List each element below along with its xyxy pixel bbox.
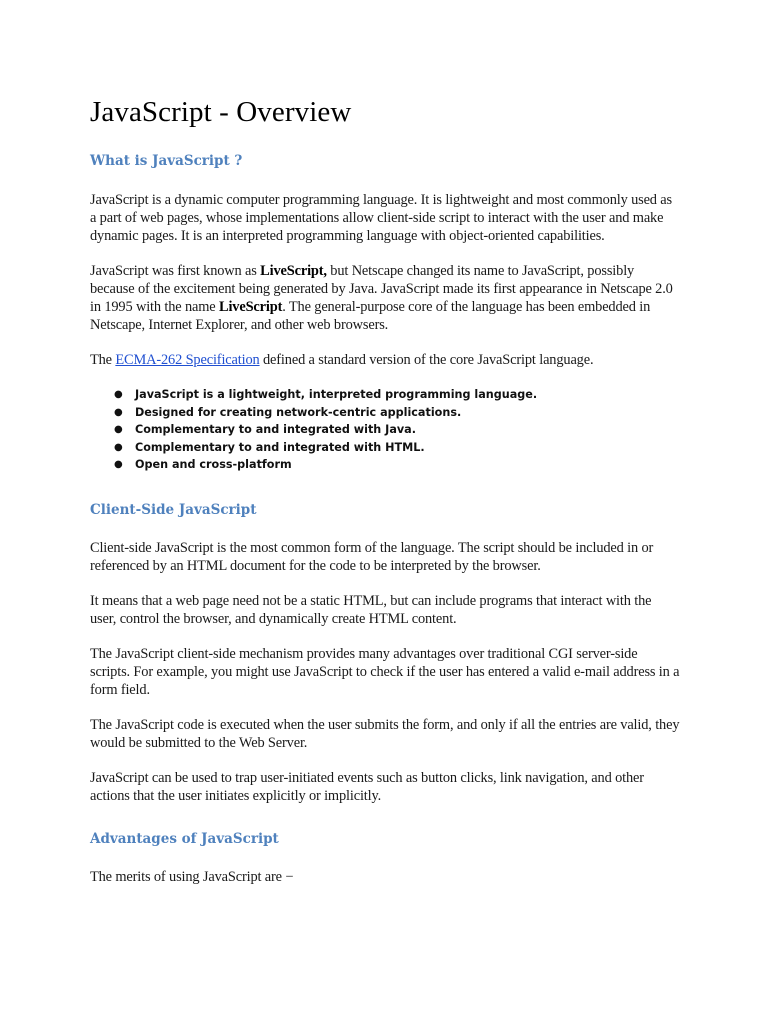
text-run: defined a standard version of the core JavaScript language.	[259, 352, 594, 368]
section-heading-what-is-javascript: What is JavaScript ?	[90, 153, 243, 169]
bold-livescript-2: LiveScript	[219, 299, 283, 315]
paragraph-client-side-4: The JavaScript code is executed when the user submits the form, and only if all the entries are valid, they would be submitted to the Web Server.	[90, 716, 680, 751]
list-item-text: Complementary to and integrated with HTML.	[135, 440, 425, 454]
section-heading-client-side: Client-Side JavaScript	[90, 501, 257, 518]
paragraph-client-side-1: Client-side JavaScript is the most common form of the language. The script should be included in or referenced by an HTML document for the code to be interpreted by the browser.	[90, 539, 654, 574]
text-run: but Netscape changed its name to JavaScript, possibly because of the excitement being generated by Java. JavaScript made its first appearance in Netscape 2.0 in 1995 with the name	[90, 263, 673, 315]
text-run: The	[90, 352, 116, 368]
list-item	[90, 386, 680, 404]
paragraph-client-side-5: JavaScript can be used to trap user-initiated events such as button clicks, link navigation, and other actions that the user initiates explicitly or implicitly.	[90, 769, 644, 804]
bullet-icon: ●	[114, 389, 123, 400]
list-item	[90, 404, 680, 422]
bullet-icon: ●	[114, 441, 123, 453]
paragraph-merits: The merits of using JavaScript are −	[90, 868, 294, 885]
paragraph-client-side-3: The JavaScript client-side mechanism provides many advantages over traditional CGI server-side scripts. For example, you might use JavaScript to check if the user has entered a valid e-mail address in a form field.	[90, 645, 680, 698]
paragraph-ecma	[90, 351, 680, 369]
bullet-icon: ●	[114, 406, 123, 418]
bullet-icon: ●	[114, 459, 123, 470]
paragraph-intro: JavaScript is a dynamic computer programming language. It is lightweight and most commonly used as a part of web pages, whose implementations allow client-side script to interact with the user and make dynamic pages. It is an interpreted programming language with object-oriented capabilities.	[90, 192, 672, 244]
page-title: JavaScript - Overview	[90, 96, 352, 128]
paragraph-livescript	[90, 262, 680, 334]
ecma-specification-link[interactable]: ECMA-262 Specification	[115, 352, 260, 368]
list-item	[90, 439, 680, 457]
list-item-text: Complementary to and integrated with Java.	[135, 423, 416, 436]
text-run: . The general-purpose core of the language has been embedded in Netscape, Internet Explorer, and other web browsers.	[90, 299, 651, 333]
bullet-icon: ●	[114, 424, 123, 435]
document-page	[90, 92, 680, 903]
list-item	[90, 456, 680, 474]
list-item-text: Open and cross-platform	[135, 458, 292, 471]
list-item-text: Designed for creating network-centric applications.	[135, 405, 462, 419]
paragraph-client-side-2: It means that a web page need not be a static HTML, but can include programs that interact with the user, control the browser, and dynamically create HTML content.	[90, 592, 652, 627]
feature-bullet-list	[90, 386, 680, 474]
bold-livescript-1: LiveScript,	[260, 263, 327, 279]
list-item	[90, 421, 680, 439]
text-run: JavaScript was first known as	[90, 263, 261, 279]
section-heading-advantages: Advantages of JavaScript	[90, 830, 279, 847]
list-item-text: JavaScript is a lightweight, interpreted programming language.	[135, 388, 538, 401]
